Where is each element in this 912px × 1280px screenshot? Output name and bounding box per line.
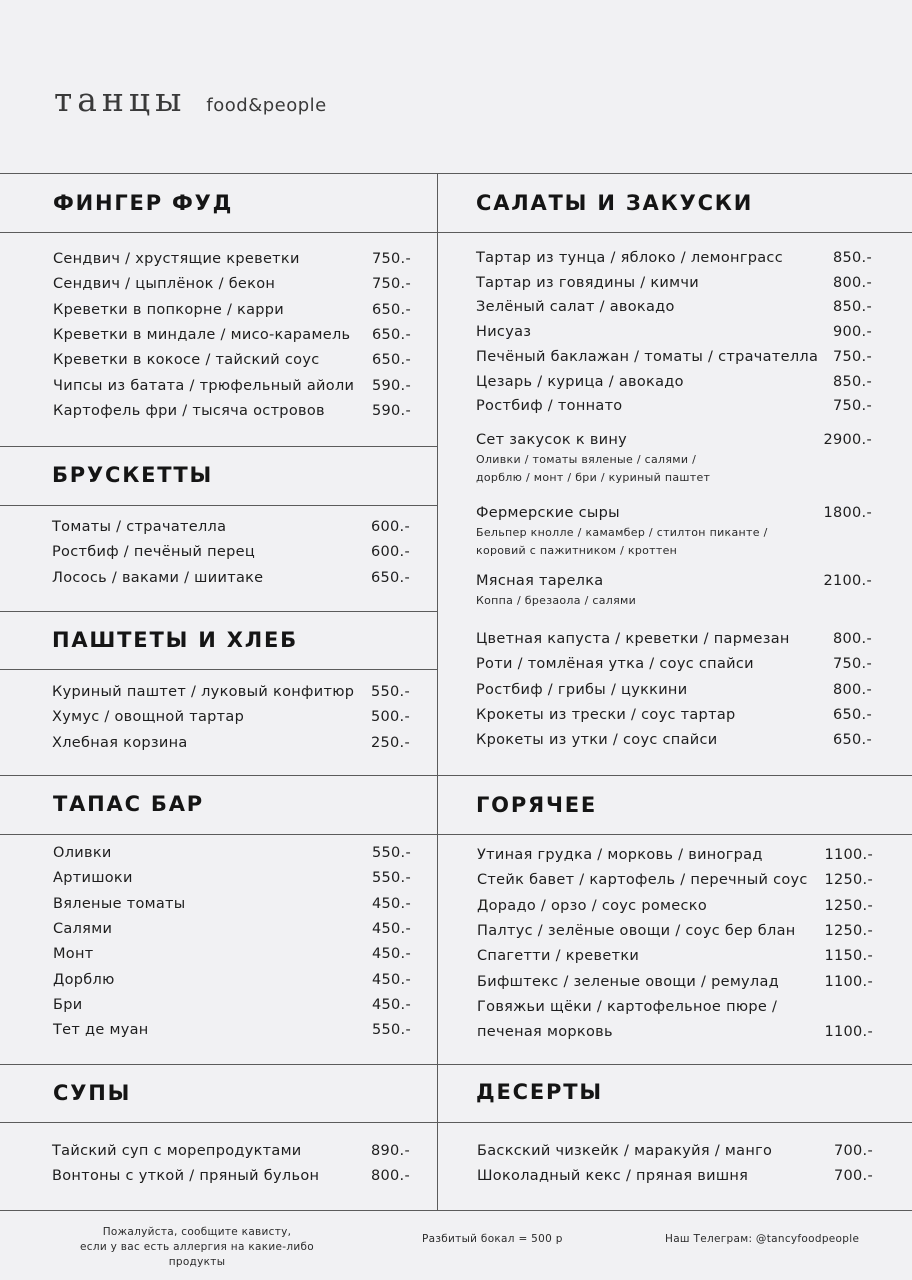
menu-item-name: Крокеты из трески / соус тартар [476, 706, 736, 723]
section-title-salads: САЛАТЫ И ЗАКУСКИ [476, 191, 754, 215]
menu-item-name: Зелёный салат / авокадо [476, 299, 675, 316]
menu-item [476, 250, 872, 266]
menu-item [52, 570, 410, 586]
menu-item-price: 590.- [371, 377, 411, 394]
logo [54, 80, 327, 119]
menu-item-name: Креветки в кокосе / тайский соус [53, 352, 320, 369]
divider [0, 669, 437, 670]
menu-item-price: 850.- [832, 299, 872, 316]
menu-item-price: 800.- [832, 274, 872, 291]
menu-item-price: 850.- [832, 373, 872, 390]
menu-item [53, 946, 411, 962]
menu-item [52, 1168, 410, 1184]
menu-item [476, 682, 872, 698]
menu-item-name: Нисуаз [476, 324, 532, 341]
menu-item-price: 600.- [370, 544, 410, 561]
menu-item-price: 550.- [371, 1022, 411, 1039]
divider [0, 1064, 912, 1065]
menu-item-price: 900.- [832, 324, 872, 341]
menu-item-name: Креветки в попкорне / карри [53, 301, 285, 318]
section-title-desserts: ДЕСЕРТЫ [476, 1080, 603, 1104]
menu-item [52, 544, 410, 560]
menu-item [476, 349, 872, 365]
menu-item-price: 700.- [833, 1168, 873, 1185]
menu-item [476, 656, 872, 672]
set-item-description [476, 524, 768, 560]
menu-item-name: Утиная грудка / морковь / виноград [477, 847, 763, 863]
menu-item-name: Дорадо / орзо / соус ромеско [477, 897, 707, 914]
menu-item [53, 327, 411, 343]
menu-item-name: Салями [53, 920, 113, 937]
menu-item-name: Хлебная корзина [52, 734, 188, 751]
menu-item-name: Бри [53, 996, 83, 1013]
menu-item-price: 650.- [371, 301, 411, 318]
set-item-name: Фермерские сыры [476, 505, 620, 521]
menu-item-name: Баскский чизкейк / маракуйя / манго [477, 1143, 773, 1159]
menu-item-name: Тартар из говядины / кимчи [476, 274, 699, 291]
menu-item [52, 709, 410, 725]
divider [0, 611, 437, 612]
set-item-name: Сет закусок к вину [476, 432, 628, 448]
menu-item [476, 299, 872, 315]
menu-item-price: 1250.- [824, 922, 873, 939]
menu-item-name: Креветки в миндале / мисо-карамель [53, 326, 351, 343]
menu-item-price: 500.- [370, 709, 410, 726]
menu-item-name: Ростбиф / тоннато [476, 398, 623, 415]
menu-item [53, 352, 411, 368]
menu-item-price: 650.- [371, 326, 411, 343]
menu-item-price: 750.- [371, 276, 411, 293]
set-item-description [476, 592, 636, 610]
menu-item-name: Ростбиф / грибы / цуккини [476, 681, 688, 698]
menu-item-name: Картофель фри / тысяча островов [53, 402, 325, 419]
divider [0, 775, 912, 776]
menu-item-price: 1250.- [824, 897, 873, 914]
set-item-description-line: Коппа / брезаола / салями [476, 594, 637, 607]
menu-item-price: 550.- [370, 684, 410, 700]
menu-item [53, 870, 411, 886]
set-item-description-line: Бельпер кнолле / камамбер / стилтон пиканте / [476, 526, 768, 539]
divider [0, 232, 912, 233]
logo-wordmark: танцы [54, 80, 187, 119]
menu-item [52, 735, 410, 751]
menu-item-price: 590.- [371, 402, 411, 419]
telegram-link[interactable]: Наш Телеграм: @tancyfoodpeople [665, 1233, 860, 1245]
section-title-soups: СУПЫ [53, 1081, 132, 1105]
menu-item [476, 324, 872, 340]
menu-item-price: 1100.- [824, 1024, 873, 1041]
broken-glass-notice: Разбитый бокал = 500 р [422, 1233, 563, 1245]
menu-item-price: 450.- [371, 971, 411, 988]
menu-item-name: Палтус / зелёные овощи / соус бер блан [477, 922, 796, 939]
set-item [476, 505, 872, 521]
menu-item [477, 999, 873, 1015]
menu-item [477, 872, 873, 888]
menu-item-price: 800.- [832, 681, 872, 698]
menu-item-price: 450.- [371, 895, 411, 912]
menu-item [52, 1143, 410, 1159]
menu-item-name: Крокеты из утки / соус спайси [476, 732, 718, 749]
section-title-pate: ПАШТЕТЫ И ХЛЕБ [52, 628, 298, 652]
menu-item-price: 800.- [832, 631, 872, 647]
menu-item-name: Тайский суп с морепродуктами [52, 1143, 302, 1159]
menu-item [53, 251, 411, 267]
menu-item-name: Тет де муан [53, 1022, 149, 1039]
menu-item-price: 1250.- [824, 872, 873, 889]
menu-item [477, 923, 873, 939]
menu-item-price: 250.- [370, 734, 410, 751]
set-item-description-line: коровий с пажитником / кроттен [476, 544, 678, 557]
menu-item [53, 403, 411, 419]
menu-item-name: Куриный паштет / луковый конфитюр [52, 684, 355, 700]
menu-item-name: Печёный баклажан / томаты / страчателла [476, 348, 819, 365]
menu-item-price: 550.- [371, 870, 411, 887]
menu-item-name: Сендвич / хрустящие креветки [53, 251, 300, 267]
menu-item-name: Стейк бавет / картофель / перечный соус [477, 872, 808, 889]
menu-item-name: Цезарь / курица / авокадо [476, 373, 684, 390]
menu-item-name: Тартар из тунца / яблоко / лемонграсс [476, 250, 783, 266]
menu-item [477, 1168, 873, 1184]
divider [0, 173, 912, 174]
menu-item-price: 600.- [370, 519, 410, 535]
menu-item [53, 997, 411, 1013]
menu-item-price: 800.- [370, 1168, 410, 1185]
menu-item-price: 650.- [371, 352, 411, 369]
menu-item [53, 276, 411, 292]
menu-item [477, 898, 873, 914]
menu-item-name: Артишоки [53, 870, 133, 887]
allergy-notice [52, 1225, 342, 1270]
menu-item-name: Говяжьи щёки / картофельное пюре / [477, 998, 778, 1015]
set-item-price: 2100.- [823, 573, 872, 589]
menu-item-name: Хумус / овощной тартар [52, 709, 245, 726]
set-item [476, 432, 872, 448]
menu-item [477, 847, 873, 863]
section-title-finger-food: ФИНГЕР ФУД [53, 191, 234, 215]
divider [0, 505, 437, 506]
menu-item [477, 974, 873, 990]
divider [0, 1210, 912, 1211]
menu-item-name: Бифштекс / зеленые овощи / ремулад [477, 973, 780, 990]
menu-item [476, 732, 872, 748]
set-item-description-line: дорблю / монт / бри / куриный паштет [476, 471, 711, 484]
set-item-price: 1800.- [823, 505, 872, 521]
menu-item [53, 921, 411, 937]
menu-item-name: Шоколадный кекс / пряная вишня [477, 1168, 749, 1185]
menu-item [53, 1022, 411, 1038]
menu-item-name: Лосось / ваками / шиитаке [52, 569, 264, 586]
menu-item-name: Томаты / страчателла [52, 519, 227, 535]
menu-item-name: Дорблю [53, 971, 115, 988]
menu-item [52, 684, 410, 700]
menu-item [52, 519, 410, 535]
menu-item [53, 972, 411, 988]
menu-item-price: 450.- [371, 996, 411, 1013]
menu-item-name: Сендвич / цыплёнок / бекон [53, 276, 276, 293]
divider [0, 1122, 912, 1123]
menu-item [53, 302, 411, 318]
allergy-line-2: если у вас есть аллергия на какие-либо продукты [80, 1241, 314, 1268]
menu-item-price: 650.- [832, 706, 872, 723]
menu-item-price: 450.- [371, 920, 411, 937]
menu-item [477, 1143, 873, 1159]
menu-item-name: Чипсы из батата / трюфельный айоли [53, 377, 355, 394]
section-title-tapas: ТАПАС БАР [53, 792, 204, 816]
menu-item-name: Оливки [53, 845, 112, 861]
menu-item-price: 1100.- [824, 847, 873, 863]
menu-item [477, 948, 873, 964]
menu-item [477, 1024, 873, 1040]
menu-item-price: 650.- [370, 569, 410, 586]
menu-item-price: 750.- [832, 398, 872, 415]
set-item [476, 573, 872, 589]
menu-item-price: 750.- [371, 251, 411, 267]
menu-item-price: 1150.- [824, 948, 873, 965]
menu-item-name: Вонтоны с уткой / пряный бульон [52, 1168, 320, 1185]
menu-item-name: печеная морковь [477, 1024, 613, 1041]
menu-item-name: Вяленые томаты [53, 895, 186, 912]
menu-item-price: 450.- [371, 946, 411, 963]
menu-item [53, 845, 411, 861]
menu-item [53, 378, 411, 394]
menu-item [476, 707, 872, 723]
menu-item-price: 850.- [832, 250, 872, 266]
menu-item-price: 890.- [370, 1143, 410, 1159]
menu-item-price: 1100.- [824, 973, 873, 990]
set-item-description [476, 451, 710, 487]
set-item-name: Мясная тарелка [476, 573, 604, 589]
section-title-bruschetta: БРУСКЕТТЫ [52, 463, 214, 487]
divider [0, 446, 437, 447]
menu-item-price: 550.- [371, 845, 411, 861]
menu-item [476, 275, 872, 291]
logo-tagline: food&people [206, 95, 327, 116]
column-divider [437, 173, 438, 1210]
divider [0, 834, 912, 835]
menu-item-price: 750.- [832, 656, 872, 673]
menu-item-price: 650.- [832, 732, 872, 749]
menu-item-name: Роти / томлёная утка / соус спайси [476, 656, 754, 673]
menu-item [53, 896, 411, 912]
menu-item [476, 374, 872, 390]
menu-item-name: Монт [53, 946, 94, 963]
menu-item [476, 398, 872, 414]
menu-item-name: Цветная капуста / креветки / пармезан [476, 631, 790, 647]
menu-item-name: Спагетти / креветки [477, 948, 640, 965]
menu-item-price: 700.- [833, 1143, 873, 1159]
set-item-price: 2900.- [823, 432, 872, 448]
section-title-hot: ГОРЯЧЕЕ [476, 793, 598, 817]
menu-item [476, 631, 872, 647]
menu-item-name: Ростбиф / печёный перец [52, 544, 256, 561]
menu-item-price: 750.- [832, 348, 872, 365]
set-item-description-line: Оливки / томаты вяленые / салями / [476, 453, 697, 466]
allergy-line-1: Пожалуйста, сообщите кависту, [102, 1226, 292, 1238]
